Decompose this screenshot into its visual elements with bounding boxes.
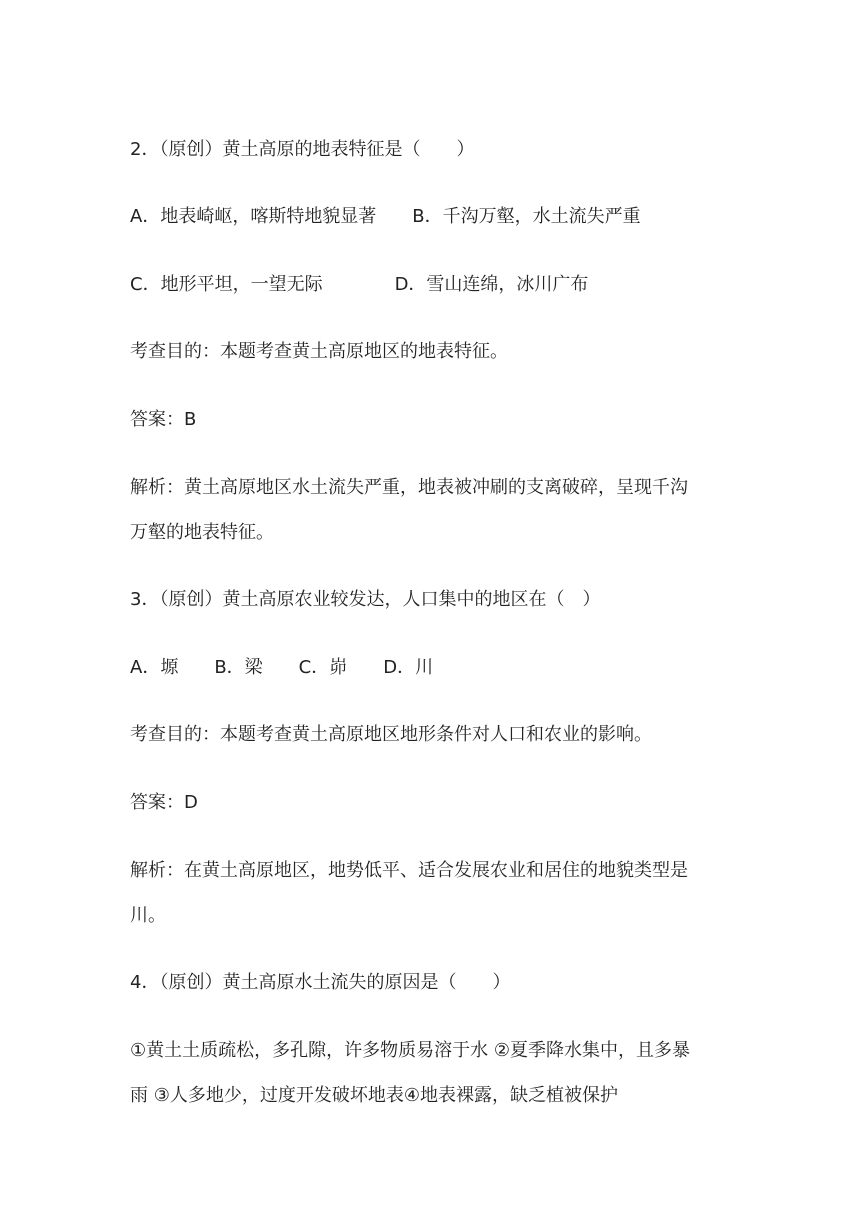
question-2-stem: 2．（原创）黄土高原的地表特征是（ ） <box>130 139 475 160</box>
question-2-purpose: 考查目的：本题考查黄土高原地区的地表特征。 <box>130 341 508 362</box>
question-2-analysis: 解析：黄土高原地区水土流失严重，地表被冲刷的支离破碎，呈现千沟 <box>130 477 688 498</box>
question-2-answer: 答案：B <box>130 409 197 430</box>
question-2-options-ab: A．地表崎岖，喀斯特地貌显著 B．千沟万壑，水土流失严重 <box>130 206 641 227</box>
question-4-stem: 4．（原创）黄土高原水土流失的原因是（ ） <box>130 972 511 993</box>
question-3-analysis: 解析：在黄土高原地区，地势低平、适合发展农业和居住的地貌类型是 <box>130 860 688 881</box>
question-3-stem: 3．（原创）黄土高原农业较发达，人口集中的地区在（ ） <box>130 589 601 610</box>
question-3-purpose: 考查目的：本题考查黄土高原地区地形条件对人口和农业的影响。 <box>130 724 652 745</box>
question-3-analysis-continued: 川。 <box>130 905 166 926</box>
question-2-options-cd: C．地形平坦，一望无际 D．雪山连绵，冰川广布 <box>130 274 589 295</box>
question-3-answer: 答案：D <box>130 792 198 813</box>
question-4-statements: ①黄土土质疏松，多孔隙，许多物质易溶于水 ②夏季降水集中，且多暴 <box>130 1040 690 1061</box>
question-2-analysis-continued: 万壑的地表特征。 <box>130 522 274 543</box>
question-4-statements-continued: 雨 ③人多地少，过度开发破坏地表④地表裸露，缺乏植被保护 <box>130 1085 618 1106</box>
question-3-options: A．塬 B．梁 C．峁 D．川 <box>130 657 434 678</box>
